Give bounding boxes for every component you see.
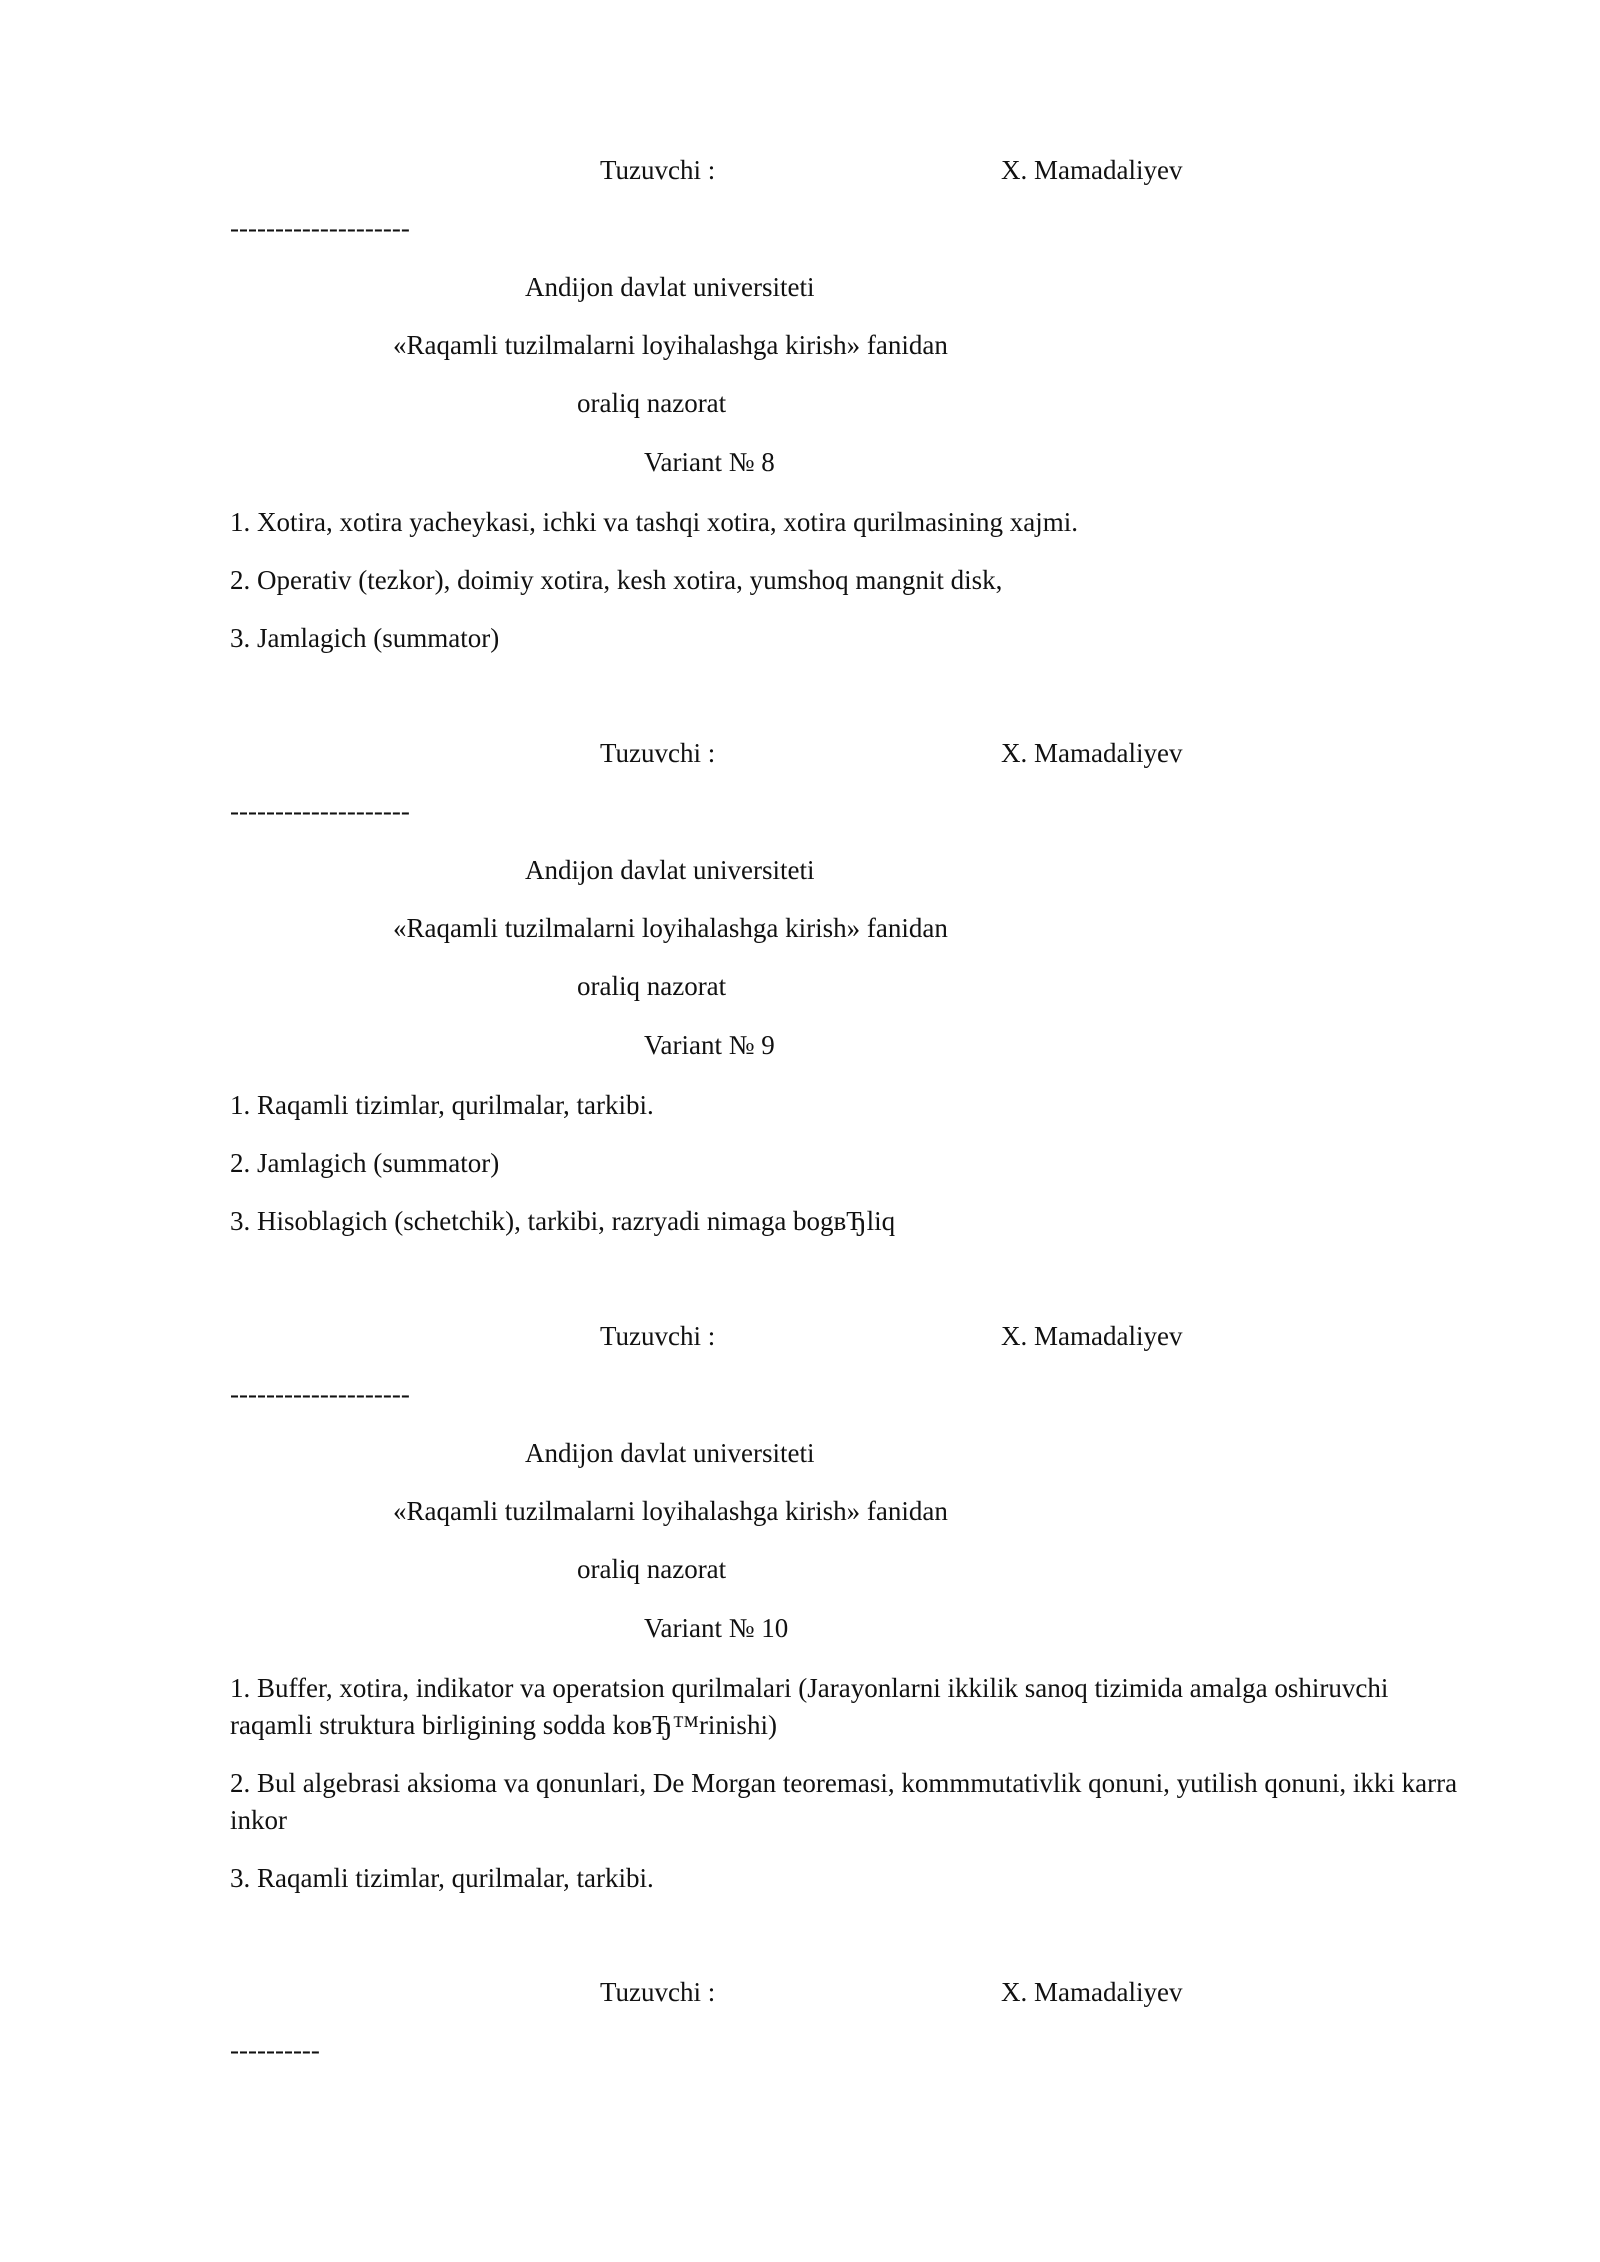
signature-label: Tuzuvchi : bbox=[600, 1977, 716, 2007]
question-item: 3. Raqamli tizimlar, qurilmalar, tarkibi. bbox=[230, 1863, 654, 1893]
exam-type: oraliq nazorat bbox=[577, 1554, 727, 1584]
university-name: Andijon davlat universiteti bbox=[525, 272, 815, 302]
signature-label: Tuzuvchi : bbox=[600, 1321, 716, 1351]
signature-name: X. Mamadaliyev bbox=[1001, 1977, 1183, 2007]
question-item: 2. Jamlagich (summator) bbox=[230, 1148, 500, 1178]
subject-title: «Raqamli tuzilmalarni loyihalashga kirish» fanidan bbox=[393, 330, 948, 360]
signature-name: X. Mamadaliyev bbox=[1001, 1321, 1183, 1351]
university-name: Andijon davlat universiteti bbox=[525, 855, 815, 885]
subject-title: «Raqamli tuzilmalarni loyihalashga kirish» fanidan bbox=[393, 1496, 948, 1526]
exam-type: oraliq nazorat bbox=[577, 388, 727, 418]
question-item: 2. Operativ (tezkor), doimiy xotira, kesh xotira, yumshoq mangnit disk, bbox=[230, 565, 1003, 595]
variant-number: Variant № 8 bbox=[644, 447, 775, 477]
signature-name: X. Mamadaliyev bbox=[1001, 155, 1183, 185]
separator: -------------------- bbox=[230, 1379, 410, 1409]
question-item: 1. Raqamli tizimlar, qurilmalar, tarkibi. bbox=[230, 1090, 654, 1120]
variant-number: Variant № 9 bbox=[644, 1030, 775, 1060]
question-item: 3. Jamlagich (summator) bbox=[230, 623, 500, 653]
separator: ---------- bbox=[230, 2035, 320, 2065]
subject-title: «Raqamli tuzilmalarni loyihalashga kirish» fanidan bbox=[393, 913, 948, 943]
question-item: 1. Xotira, xotira yacheykasi, ichki va tashqi xotira, xotira qurilmasining xajmi. bbox=[230, 507, 1079, 537]
separator: -------------------- bbox=[230, 796, 410, 826]
signature-label: Tuzuvchi : bbox=[600, 155, 716, 185]
university-name: Andijon davlat universiteti bbox=[525, 1438, 815, 1468]
signature-label: Tuzuvchi : bbox=[600, 738, 716, 768]
variant-number: Variant № 10 bbox=[644, 1613, 789, 1643]
signature-name: X. Mamadaliyev bbox=[1001, 738, 1183, 768]
question-item: 1. Buffer, xotira, indikator va operatsion qurilmalari (Jarayonlarni ikkilik sanoq tizimida amalga oshiruvchi raqamli struktura birligining sodda koвЂ™rinishi) bbox=[230, 1673, 1389, 1740]
exam-type: oraliq nazorat bbox=[577, 971, 727, 1001]
question-item: 2. Bul algebrasi aksioma va qonunlari, De Morgan teoremasi, kommmutativlik qonuni, yutilish qonuni, ikki karra inkor bbox=[230, 1768, 1458, 1835]
question-item: 3. Hisoblagich (schetchik), tarkibi, razryadi nimaga bogвЂliq bbox=[230, 1206, 896, 1236]
separator: -------------------- bbox=[230, 213, 410, 243]
